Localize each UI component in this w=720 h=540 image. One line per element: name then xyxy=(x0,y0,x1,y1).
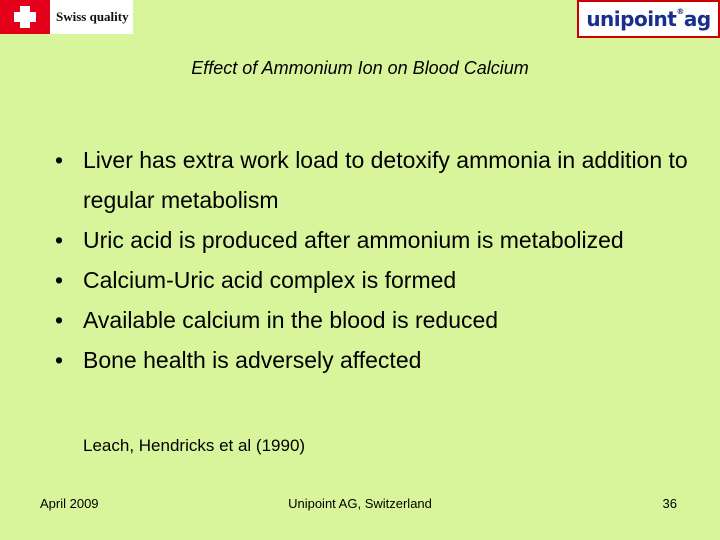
bullet-icon: • xyxy=(55,307,64,333)
swiss-quality-logo xyxy=(0,0,133,34)
unipoint-name: unipoint xyxy=(586,7,677,31)
footer-date: April 2009 xyxy=(40,496,99,511)
bullet-icon: • xyxy=(55,267,64,293)
bullet-text: Available calcium in the blood is reduced xyxy=(83,307,499,333)
bullet-item xyxy=(50,340,690,380)
footer-page-number: 36 xyxy=(662,496,677,511)
registered-mark: ® xyxy=(676,7,684,16)
bullet-icon: • xyxy=(55,347,64,373)
swiss-quality-text: Swiss quality xyxy=(56,9,129,24)
citation: Leach, Hendricks et al (1990) xyxy=(83,436,306,455)
bullet-item xyxy=(50,220,690,260)
unipoint-logo-text xyxy=(586,7,710,31)
slide-title: Effect of Ammonium Ion on Blood Calcium xyxy=(191,58,529,78)
bullet-text: Calcium-Uric acid complex is formed xyxy=(83,267,457,293)
bullet-text: Liver has extra work load to detoxify ammonia in addition to regular metabolism xyxy=(83,147,688,213)
bullet-icon: • xyxy=(55,227,64,253)
footer-company: Unipoint AG, Switzerland xyxy=(288,496,432,511)
bullet-item xyxy=(50,260,690,300)
bullet-item xyxy=(50,140,690,220)
unipoint-logo xyxy=(577,0,720,38)
bullet-text: Uric acid is produced after ammonium is metabolized xyxy=(83,227,624,253)
bullet-list xyxy=(50,140,690,380)
bullet-text: Bone health is adversely affected xyxy=(83,347,422,373)
unipoint-suffix: ag xyxy=(683,7,711,31)
bullet-item xyxy=(50,300,690,340)
swiss-flag-icon xyxy=(0,0,50,34)
bullet-icon: • xyxy=(55,147,64,173)
